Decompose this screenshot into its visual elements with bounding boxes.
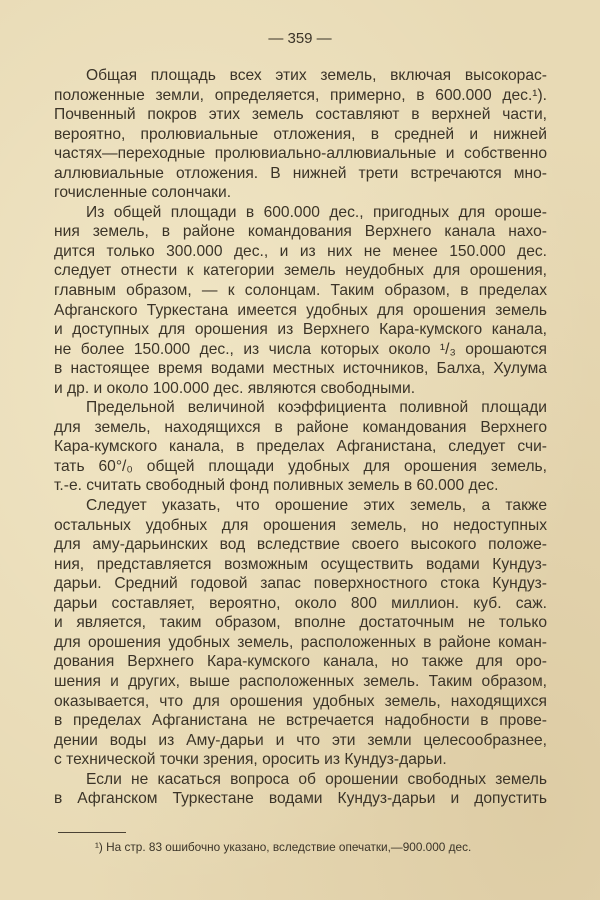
text-line: оказывается, что для орошения удобных земель, находящихся — [54, 692, 547, 710]
text-line: ния, представляется возможным осуществить водами Кундуз- — [54, 555, 547, 573]
text-line: Следует указать, что орошение этих земель, а также — [86, 497, 547, 515]
text-line: положенные земли, определяется, примерно, в 600.000 дес.¹). — [54, 86, 547, 104]
text-line: Предельной величиной коэффициента поливной площади — [86, 399, 547, 417]
body-text — [54, 66, 547, 809]
text-line: т.-е. считать свободный фонд поливных земель в 60.000 дес. — [54, 477, 499, 495]
text-line: главным образом, — к солонцам. Таким образом, в пределах — [54, 282, 547, 300]
text-line: шения и других, выше расположенных земель. Таким образом, — [54, 672, 547, 690]
text-line: гочисленные солончаки. — [54, 184, 232, 202]
text-line: с технической точки зрения, оросить из Кундуз-дарьи. — [54, 751, 447, 769]
text-line: дования Верхнего Кара-кумского канала, но также для оро- — [54, 653, 547, 671]
text-line: следует отнести к категории земель неудобных для орошения, — [54, 262, 547, 280]
text-line: тать 60°/₀ общей площади удобных для орошения земель, — [54, 457, 547, 475]
text-line: Почвенный покров этих земель составляют в верхней части, — [54, 106, 547, 124]
text-line: и др. и около 100.000 дес. являются свободными. — [54, 379, 416, 397]
text-line: и является, таким образом, вполне достаточным не только — [54, 614, 547, 632]
text-line: ния земель, в районе командования Верхнего канала нахо- — [54, 223, 547, 241]
paragraph — [54, 496, 547, 770]
text-line: Афганского Туркестана имеется удобных для орошения земель — [54, 301, 547, 319]
text-line: в настоящее время водами местных источников, Балха, Хулума — [54, 360, 547, 378]
text-line: дарьи. Средний годовой запас поверхностного стока Кундуз- — [54, 575, 547, 593]
text-line: дарьи составляет, вероятно, около 800 миллион. куб. саж. — [54, 594, 547, 612]
text-line: в пределах Афганистана не встречается надобности в прове- — [54, 712, 547, 730]
footnote: ¹) На стр. 83 ошибочно указано, вследствие опечатки,—900.000 дес. — [95, 840, 472, 854]
paragraph — [54, 66, 547, 203]
text-line: для орошения удобных земель, расположенных в районе коман- — [54, 633, 547, 651]
text-line: Кара-кумского канала, в пределах Афганистана, следует счи- — [54, 438, 547, 456]
footnote-divider — [58, 832, 126, 833]
paragraph — [54, 398, 547, 496]
text-line: не более 150.000 дес., из числа которых около ¹/₃ орошаются — [54, 340, 547, 358]
text-line: дении воды из Аму-дарьи и что эти земли целесообразнее, — [54, 731, 547, 749]
text-line: для аму-дарьинских вод вследствие своего высокого положе- — [54, 536, 547, 554]
text-line: Если не касаться вопроса об орошении свободных земель — [86, 770, 547, 788]
page-number: — 359 — — [268, 30, 332, 47]
text-line: частях—переходные пролювиально-аллювиальные и собственно — [54, 145, 547, 163]
text-line: и доступных для орошения из Верхнего Кара-кумского канала, — [54, 321, 547, 339]
text-line: Из общей площади в 600.000 дес., пригодных для ороше- — [86, 203, 547, 221]
text-line: остальных удобных для орошения земель, но недоступных — [54, 516, 547, 534]
text-line: для земель, находящихся в районе командования Верхнего — [54, 418, 547, 436]
paragraph — [54, 770, 547, 809]
text-line: вероятно, пролювиальные отложения, в средней и нижней — [54, 125, 547, 143]
text-line: Общая площадь всех этих земель, включая высокорас- — [86, 67, 547, 84]
paragraph — [54, 203, 547, 398]
text-line: аллювиальные отложения. В нижней трети встречаются мно- — [54, 164, 547, 182]
text-line: в Афганском Туркестане водами Кундуз-дарьи и допустить — [54, 790, 547, 808]
text-line: дится только 300.000 дес., и из них не менее 150.000 дес. — [54, 242, 547, 260]
